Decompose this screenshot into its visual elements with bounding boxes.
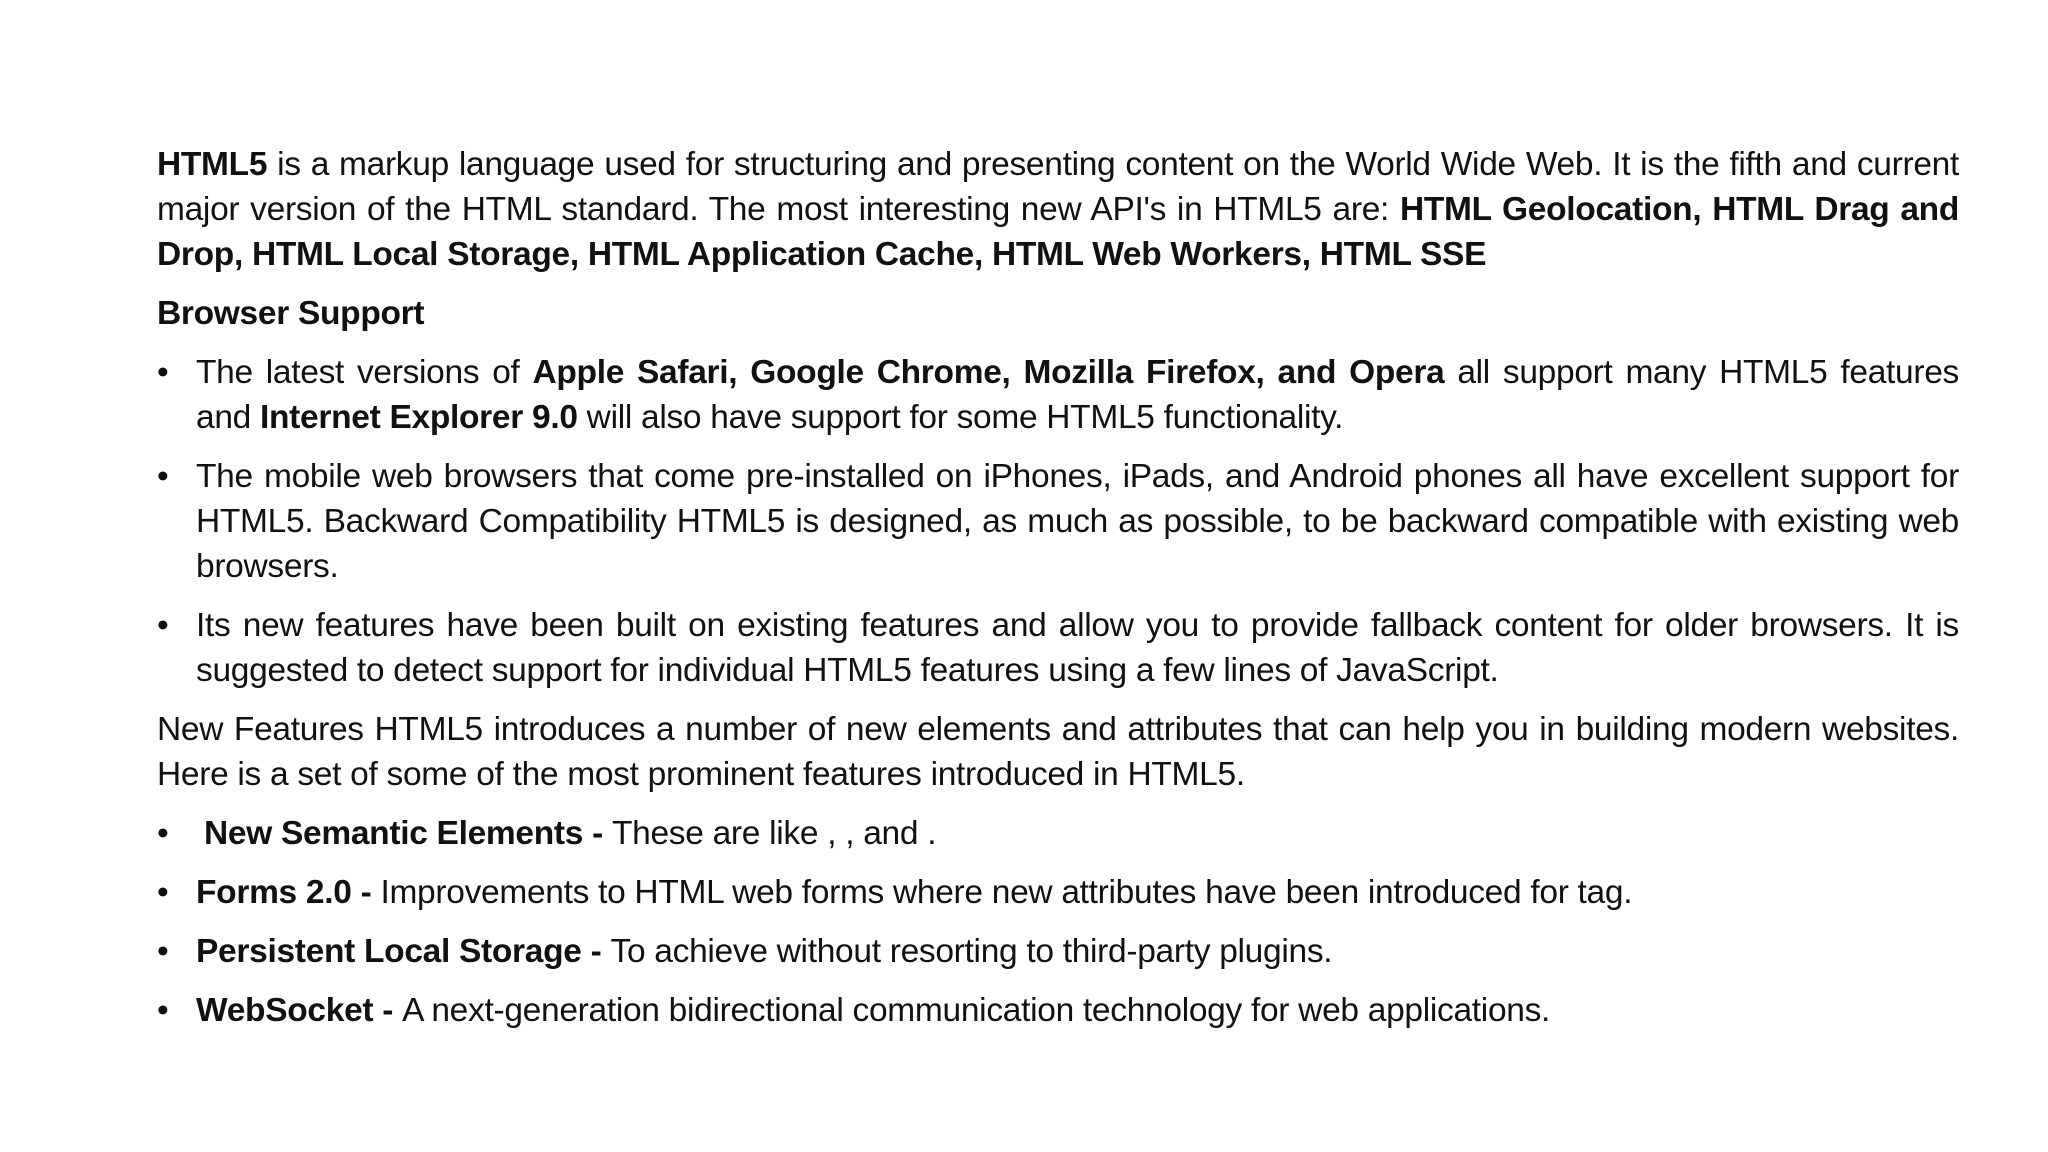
list-item bbox=[157, 811, 1959, 856]
feature-separator: - bbox=[373, 992, 403, 1029]
browser-support-heading: Browser Support bbox=[157, 295, 425, 332]
feature-desc: These are like , , and . bbox=[611, 815, 937, 852]
new-features-paragraph: New Features HTML5 introduces a number of new elements and attributes that can help you in building modern websites. Here is a set of some of the most prominent features introduced in HTML5. bbox=[157, 711, 1959, 793]
item-text: The mobile web browsers that come pre-installed on iPhones, iPads, and Android phones all have excellent support for HTML5. Backward Compatibility HTML5 is designed, as much as possible, to be backward compatible with existing web browsers. bbox=[196, 458, 1959, 585]
feature-desc: A next-generation bidirectional communication technology for web applications. bbox=[402, 992, 1551, 1029]
bullet-icon: • bbox=[157, 874, 169, 911]
bullet-icon: • bbox=[157, 354, 169, 391]
feature-separator: - bbox=[351, 874, 381, 911]
list-item bbox=[157, 870, 1959, 915]
feature-term: Persistent Local Storage bbox=[196, 933, 582, 970]
browser-support-list bbox=[157, 350, 1959, 693]
bullet-icon: • bbox=[157, 933, 169, 970]
intro-term: HTML5 bbox=[157, 146, 268, 183]
intro-paragraph bbox=[157, 142, 1959, 277]
feature-term: New Semantic Elements bbox=[204, 815, 584, 852]
item-bold-ie: Internet Explorer 9.0 bbox=[260, 399, 578, 436]
slide-content bbox=[157, 142, 1959, 1047]
item-bold-browsers: Apple Safari, Google Chrome, Mozilla Firefox, and Opera bbox=[532, 354, 1445, 391]
intro-text: is a markup language used for structuring and presenting content on the World Wide Web. It is the fifth and current major version of the HTML standard. The most interesting new API's in HTML5 are: bbox=[157, 146, 1959, 228]
item-text: Its new features have been built on existing features and allow you to provide fallback content for older browsers. It is suggested to detect support for individual HTML5 features using a few lines of JavaScript. bbox=[196, 607, 1959, 689]
intro-api-list: HTML Geolocation, HTML Drag and Drop, HTML Local Storage, HTML Application Cache, HTML Web Workers, HTML SSE bbox=[157, 191, 1960, 273]
feature-desc: Improvements to HTML web forms where new attributes have been introduced for tag. bbox=[380, 874, 1633, 911]
bullet-icon: • bbox=[157, 458, 169, 495]
new-features-list bbox=[157, 811, 1959, 1033]
list-item bbox=[157, 929, 1959, 974]
item-text: all support many HTML5 features and bbox=[196, 354, 1959, 436]
item-text: will also have support for some HTML5 functionality. bbox=[577, 399, 1344, 436]
feature-separator: - bbox=[583, 815, 612, 852]
list-item bbox=[157, 350, 1959, 440]
list-item bbox=[157, 603, 1959, 693]
feature-desc: To achieve without resorting to third-party plugins. bbox=[610, 933, 1333, 970]
bullet-icon: • bbox=[157, 992, 169, 1029]
list-item bbox=[157, 454, 1959, 589]
list-item bbox=[157, 988, 1959, 1033]
bullet-icon: • bbox=[157, 607, 169, 644]
feature-separator: - bbox=[581, 933, 611, 970]
feature-term: WebSocket bbox=[196, 992, 374, 1029]
bullet-icon: • bbox=[157, 815, 169, 852]
item-text: The latest versions of bbox=[196, 354, 533, 391]
feature-term: Forms 2.0 bbox=[196, 874, 352, 911]
